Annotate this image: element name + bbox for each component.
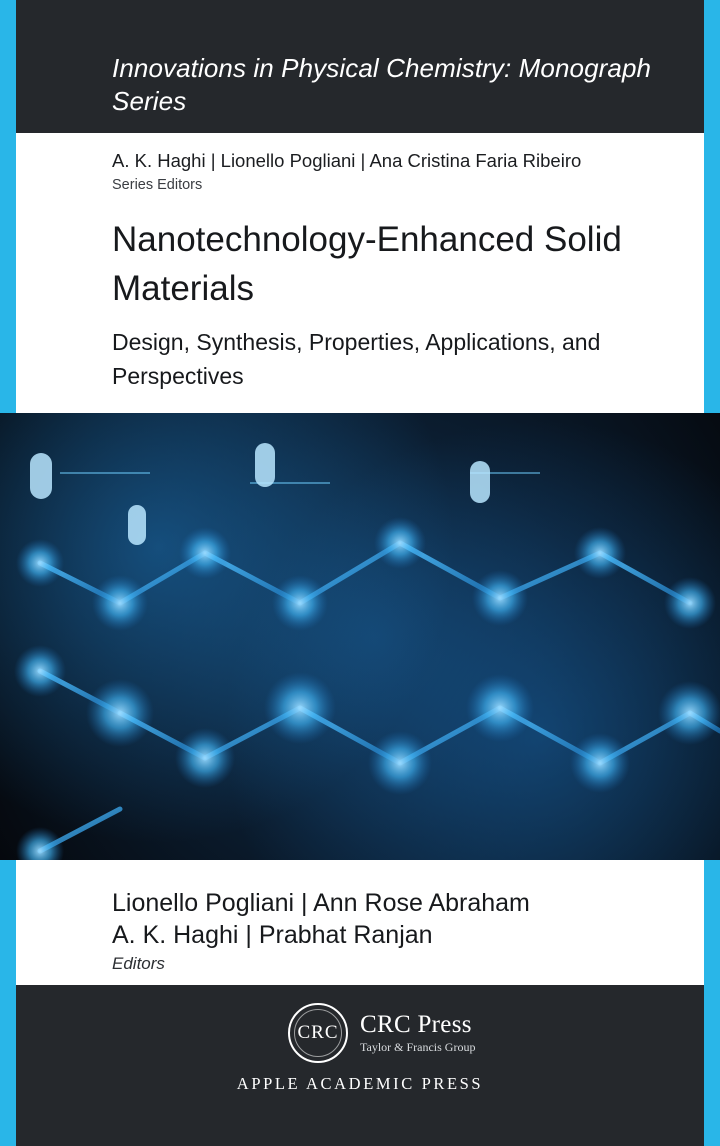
- series-editors-label: Series Editors: [112, 177, 203, 193]
- series-editors-names: A. K. Haghi | Lionello Pogliani | Ana Cristina Faria Ribeiro: [112, 150, 582, 171]
- title-area: [16, 133, 704, 413]
- publisher-name: CRC Press: [360, 1010, 472, 1038]
- crc-press-logo: [288, 1003, 475, 1063]
- publisher-band: [16, 985, 704, 1146]
- authors-line-1: Lionello Pogliani | Ann Rose Abraham: [112, 889, 530, 917]
- page-title: Nanotechnology-Enhanced Solid Materials: [112, 220, 622, 308]
- series-title-band: [16, 0, 704, 133]
- authors-area: [16, 860, 704, 985]
- publisher-group: Taylor & Francis Group: [360, 1040, 476, 1055]
- cover-artwork-molecular-lattice: [0, 413, 720, 860]
- imprint-name: APPLE ACADEMIC PRESS: [236, 1074, 484, 1093]
- editors-role-label: Editors: [112, 954, 165, 973]
- crc-seal-label: CRC: [297, 1022, 339, 1043]
- lattice-graphic: [0, 413, 720, 860]
- crc-seal-icon: [288, 1003, 348, 1063]
- series-title: Innovations in Physical Chemistry: Monograph Series: [112, 53, 652, 116]
- book-subtitle: Design, Synthesis, Properties, Applications, and Perspectives: [112, 329, 601, 389]
- authors-line-2: A. K. Haghi | Prabhat Ranjan: [112, 921, 433, 949]
